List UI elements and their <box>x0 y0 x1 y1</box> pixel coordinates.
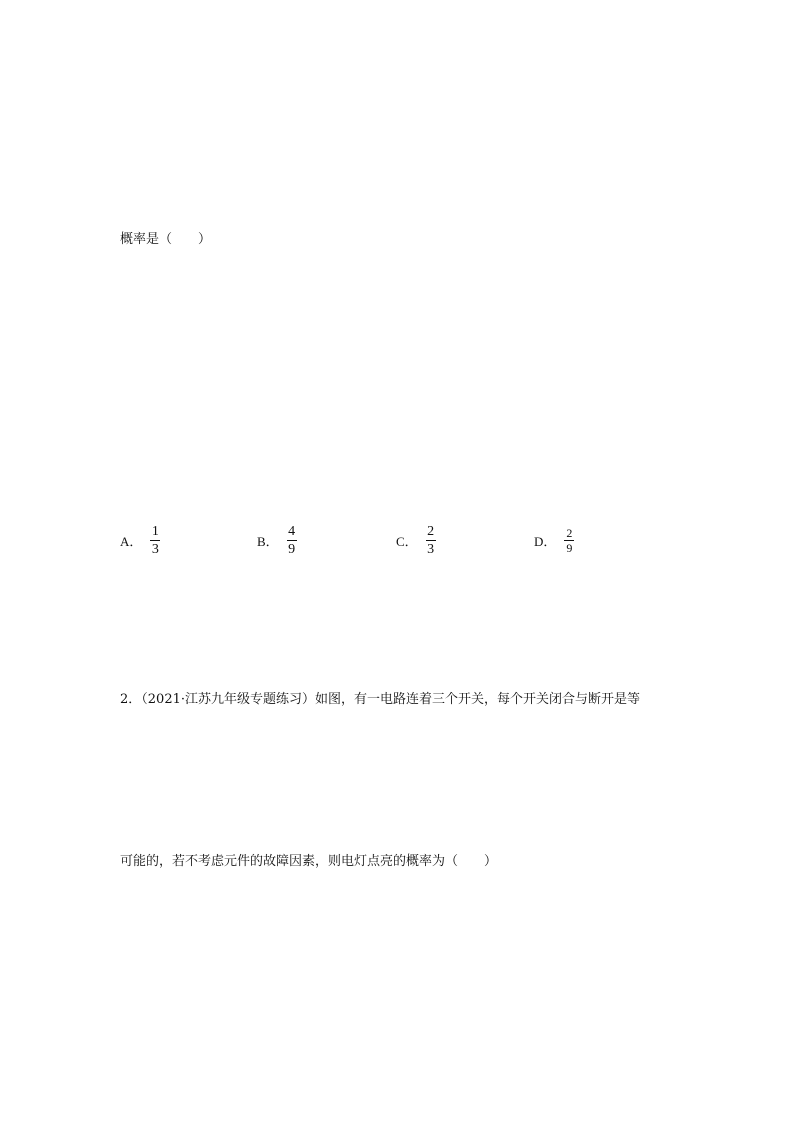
question2-text-line2: 可能的，若不考虑元件的故障因素，则电灯点亮的概率为（ ） <box>120 854 498 869</box>
option-c-fraction <box>426 523 436 558</box>
option-d-denominator: 9 <box>566 540 573 555</box>
option-a-denominator: 3 <box>151 541 159 557</box>
option-c-numerator: 2 <box>427 523 435 539</box>
option-d-letter: D． <box>534 533 557 549</box>
option-d[interactable] <box>534 518 574 562</box>
option-c-denominator: 3 <box>427 541 435 557</box>
option-b-fraction <box>287 523 297 558</box>
option-b-denominator: 9 <box>288 541 296 557</box>
option-b-letter: B． <box>257 533 279 549</box>
option-d-numerator: 2 <box>566 525 573 540</box>
question2-text-line1: 2．（2021·江苏九年级专题练习）如图，有一电路连着三个开关，每个开关闭合与断开是等 <box>120 692 640 707</box>
option-b[interactable] <box>257 518 297 562</box>
question1-text: 概率是（ ） <box>120 232 212 247</box>
option-b-numerator: 4 <box>288 523 296 539</box>
option-a[interactable] <box>120 518 160 562</box>
option-d-fraction <box>564 526 574 555</box>
option-c[interactable] <box>396 518 436 562</box>
option-c-letter: C． <box>396 533 418 549</box>
option-a-numerator: 1 <box>151 523 159 539</box>
option-a-fraction <box>150 523 160 558</box>
answer-options <box>120 518 600 562</box>
option-a-letter: A． <box>120 533 143 549</box>
